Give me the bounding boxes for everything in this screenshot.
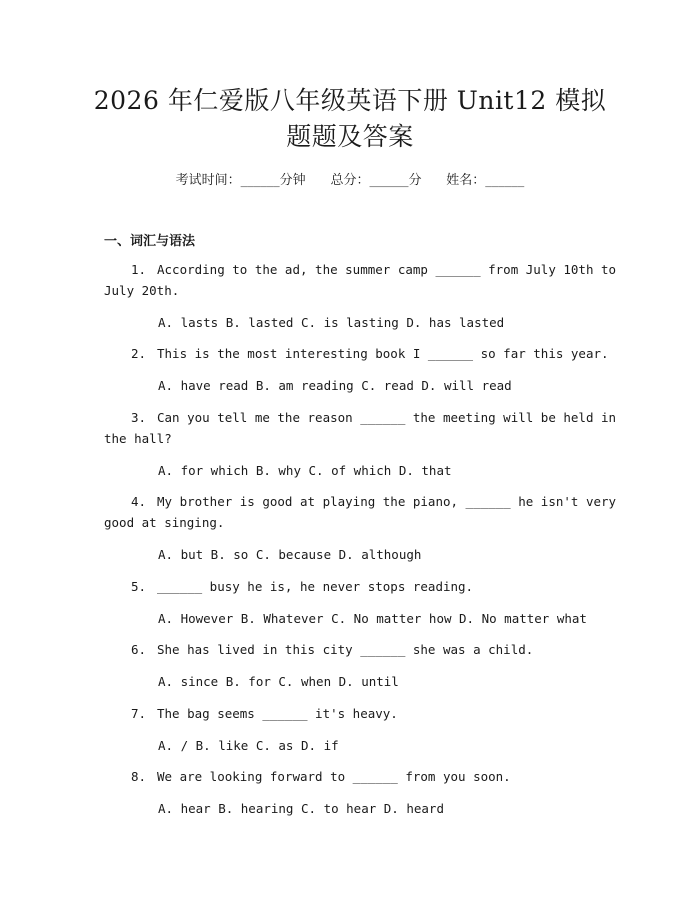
question-5 xyxy=(131,578,473,596)
page-title: 2026 年仁爱版八年级英语下册 Unit12 模拟 xyxy=(93,86,607,115)
question-2 xyxy=(131,345,609,363)
question-options: A. lasts B. lasted C. is lasting D. has lasted xyxy=(158,315,505,330)
question-options: A. hear B. hearing C. to hear D. heard xyxy=(158,801,444,816)
question-number: 4. xyxy=(131,494,147,509)
question-8 xyxy=(131,768,511,786)
question-number: 2. xyxy=(131,346,147,361)
question-options: A. have read B. am reading C. read D. will read xyxy=(158,378,512,393)
question-text: ______ busy he is, he never stops reading. xyxy=(157,579,474,594)
question-3 xyxy=(131,409,616,427)
question-1 xyxy=(131,261,616,279)
question-text: This is the most interesting book I ______ so far this year. xyxy=(157,346,609,361)
question-text: The bag seems ______ it's heavy. xyxy=(157,706,398,721)
question-6 xyxy=(131,641,533,659)
question-text: According to the ad, the summer camp ______ from July 10th to xyxy=(157,262,617,277)
question-4 xyxy=(131,493,616,511)
question-text-continued: the hall? xyxy=(104,431,172,446)
section-heading: 一、词汇与语法 xyxy=(104,234,196,249)
question-number: 3. xyxy=(131,410,147,425)
question-text: We are looking forward to ______ from you soon. xyxy=(157,769,511,784)
question-text-continued: good at singing. xyxy=(104,515,225,530)
question-number: 1. xyxy=(131,262,147,277)
question-text: Can you tell me the reason ______ the meeting will be held in xyxy=(157,410,617,425)
exam-meta xyxy=(0,169,700,188)
question-options: A. / B. like C. as D. if xyxy=(158,738,339,753)
question-text: My brother is good at playing the piano, ______ he isn't very xyxy=(157,494,617,509)
total-score-field: 总分：______分 xyxy=(330,173,422,188)
question-number: 6. xyxy=(131,642,147,657)
question-text: She has lived in this city ______ she was a child. xyxy=(157,642,534,657)
question-options: A. However B. Whatever C. No matter how D. No matter what xyxy=(158,611,587,626)
question-number: 8. xyxy=(131,769,147,784)
question-options: A. since B. for C. when D. until xyxy=(158,674,399,689)
page-title-continued: 题题及答案 xyxy=(286,122,414,151)
question-number: 5. xyxy=(131,579,147,594)
question-number: 7. xyxy=(131,706,147,721)
question-options: A. but B. so C. because D. although xyxy=(158,547,422,562)
name-field: 姓名：______ xyxy=(446,173,525,188)
exam-time-field: 考试时间：______分钟 xyxy=(175,173,306,188)
question-7 xyxy=(131,705,398,723)
question-options: A. for which B. why C. of which D. that xyxy=(158,463,452,478)
question-text-continued: July 20th. xyxy=(104,283,180,298)
